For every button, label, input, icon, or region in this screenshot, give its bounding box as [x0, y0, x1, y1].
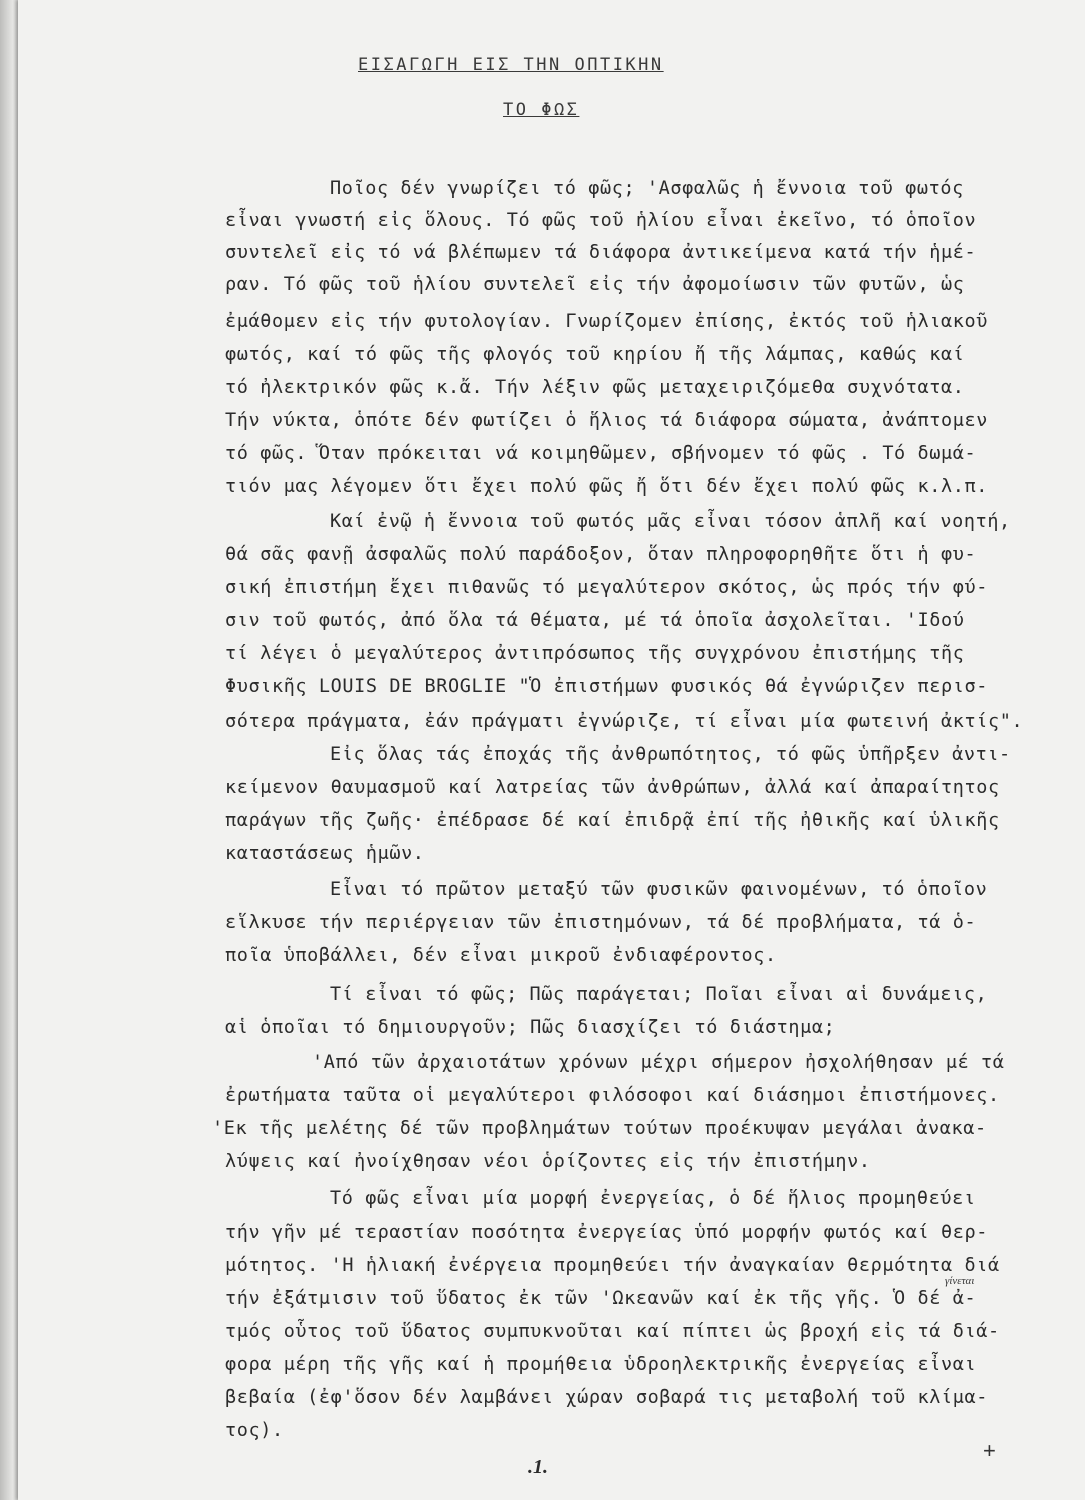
text-line: φωτός, καί τό φῶς τῆς φλογός τοῦ κηρίου ἤ τῆς λάμπας, καθώς καί: [225, 344, 965, 365]
text-line: Τό φῶς εἶναι μία μορφή ἐνεργείας, ὁ δέ ἥλιος προμηθεύει: [330, 1188, 976, 1209]
text-line: φορα μέρη τῆς γῆς καί ἡ προμήθεια ὑδροηλεκτρικῆς ἐνεργείας εἶναι: [225, 1354, 977, 1375]
text-line: σότερα πράγματα, ἐάν πράγματι ἐγνώριζε, τί εἶναι μία φωτεινή ἀκτίς".: [225, 711, 1024, 732]
text-line: τήν γῆν μέ τεραστίαν ποσότητα ἐνεργείας ὑπό μορφήν φωτός καί θερ-: [225, 1222, 988, 1243]
text-line: Τήν νύκτα, ὁπότε δέν φωτίζει ὁ ἥλιος τά διάφορα σώματα, ἀνάπτομεν: [225, 410, 988, 431]
text-line: συντελεῖ εἰς τό νά βλέπωμεν τά διάφορα ἀντικείμενα κατά τήν ἡμέ-: [225, 242, 977, 263]
text-line: Καί ἐνῷ ἡ ἔννοια τοῦ φωτός μᾶς εἶναι τόσον ἁπλῆ καί νοητή,: [330, 511, 1011, 532]
text-line: σιν τοῦ φωτός, ἀπό ὅλα τά θέματα, μέ τά ὁποῖα ἀσχολεῖται. 'Ιδού: [225, 610, 965, 631]
text-line: 'Εκ τῆς μελέτης δέ τῶν προβλημάτων τούτων προέκυψαν μεγάλαι ἀνακα-: [212, 1118, 987, 1139]
text-line: ποῖα ὑποβάλλει, δέν εἶναι μικροῦ ἐνδιαφέροντος.: [225, 945, 777, 966]
text-line: εἵλκυσε τήν περιέργειαν τῶν ἐπιστημόνων, τά δέ προβλήματα, τά ὁ-: [225, 912, 977, 933]
page-edge: [0, 0, 18, 1500]
text-line: Τί εἶναι τό φῶς; Πῶς παράγεται; Ποῖαι εἶναι αἱ δυνάμεις,: [330, 984, 988, 1005]
text-line: λύψεις καί ἠνοίχθησαν νέοι ὁρίζοντες εἰς τήν ἐπιστήμην.: [225, 1151, 871, 1172]
text-line: 'Από τῶν ἀρχαιοτάτων χρόνων μέχρι σήμερον ἠσχολήθησαν μέ τά: [312, 1052, 1005, 1073]
page-number: .1.: [528, 1456, 548, 1478]
document-title: ΕΙΣΑΓΩΓΗ ΕΙΣ ΤΗΝ ΟΠΤΙΚΗΝ: [358, 55, 664, 75]
text-line: θά σᾶς φανῇ ἀσφαλῶς πολύ παράδοξον, ὅταν πληροφορηθῆτε ὅτι ἡ φυ-: [225, 544, 977, 565]
text-line: αἱ ὁποῖαι τό δημιουργοῦν; Πῶς διασχίζει τό διάστημα;: [225, 1017, 836, 1038]
text-line: βεβαία (ἐφ'ὅσον δέν λαμβάνει χώραν σοβαρά τις μεταβολή τοῦ κλίμα-: [225, 1387, 988, 1408]
text-line: ραν. Τό φῶς τοῦ ἡλίου συντελεῖ εἰς τήν ἀφομοίωσιν τῶν φυτῶν, ὡς: [225, 274, 965, 295]
text-line: Εἰς ὅλας τάς ἐποχάς τῆς ἀνθρωπότητος, τό φῶς ὑπῆρξεν ἀντι-: [330, 744, 1011, 765]
text-line: εἶναι γνωστή εἰς ὅλους. Τό φῶς τοῦ ἡλίου εἶναι ἐκεῖνο, τό ὁποῖον: [225, 210, 977, 231]
text-line: ἐρωτήματα ταῦτα οἱ μεγαλύτεροι φιλόσοφοι καί διάσημοι ἐπιστήμονες.: [225, 1085, 1000, 1106]
text-line: μότητος. 'Η ἡλιακή ἐνέργεια προμηθεύει τήν ἀναγκαίαν θερμότητα διά: [225, 1255, 1000, 1276]
text-line: καταστάσεως ἡμῶν.: [225, 843, 425, 864]
text-line: τιόν μας λέγομεν ὅτι ἔχει πολύ φῶς ἤ ὅτι δέν ἔχει πολύ φῶς κ.λ.π.: [225, 476, 988, 497]
text-line: τί λέγει ὁ μεγαλύτερος ἀντιπρόσωπος τῆς συγχρόνου ἐπιστήμης τῆς: [225, 643, 965, 664]
text-line: κείμενον θαυμασμοῦ καί λατρείας τῶν ἀνθρώπων, ἀλλά καί ἀπαραίτητος: [225, 777, 1000, 798]
text-line: Εἶναι τό πρῶτον μεταξύ τῶν φυσικῶν φαινομένων, τό ὁποῖον: [330, 879, 988, 900]
text-line: τος).: [225, 1420, 284, 1441]
text-line: Ποῖος δέν γνωρίζει τό φῶς; 'Ασφαλῶς ἡ ἔννοια τοῦ φωτός: [330, 178, 964, 199]
text-line: τό φῶς. Ὅταν πρόκειται νά κοιμηθῶμεν, σβήνομεν τό φῶς . Τό δωμά-: [225, 443, 977, 464]
text-line: παράγων τῆς ζωῆς· ἐπέδρασε δέ καί ἐπιδρᾷ ἐπί τῆς ἠθικῆς καί ὑλικῆς: [225, 810, 1000, 831]
text-line: σική ἐπιστήμη ἔχει πιθανῶς τό μεγαλύτερον σκότος, ὡς πρός τήν φύ-: [225, 577, 988, 598]
text-line: τήν ἐξάτμισιν τοῦ ὕδατος ἐκ τῶν 'Ωκεανῶν καί ἐκ τῆς γῆς. Ὁ δέ ἀ-: [225, 1288, 977, 1309]
document-subtitle: ΤΟ ΦΩΣ: [503, 100, 580, 120]
handwritten-note: γίνεται: [945, 1275, 975, 1287]
text-line: τμός οὗτος τοῦ ὕδατος συμπυκνοῦται καί πίπτει ὡς βροχή εἰς τά διά-: [225, 1321, 1000, 1342]
margin-mark: +: [983, 1438, 996, 1463]
text-line: ἐμάθομεν εἰς τήν φυτολογίαν. Γνωρίζομεν ἐπίσης, ἐκτός τοῦ ἡλιακοῦ: [225, 311, 988, 332]
text-line: τό ἠλεκτρικόν φῶς κ.ἄ. Τήν λέξιν φῶς μεταχειριζόμεθα συχνότατα.: [225, 377, 965, 398]
text-line: Φυσικῆς LOUIS DE BROGLIE "Ὁ ἐπιστήμων φυσικός θά ἐγνώριζεν περισ-: [225, 676, 988, 697]
